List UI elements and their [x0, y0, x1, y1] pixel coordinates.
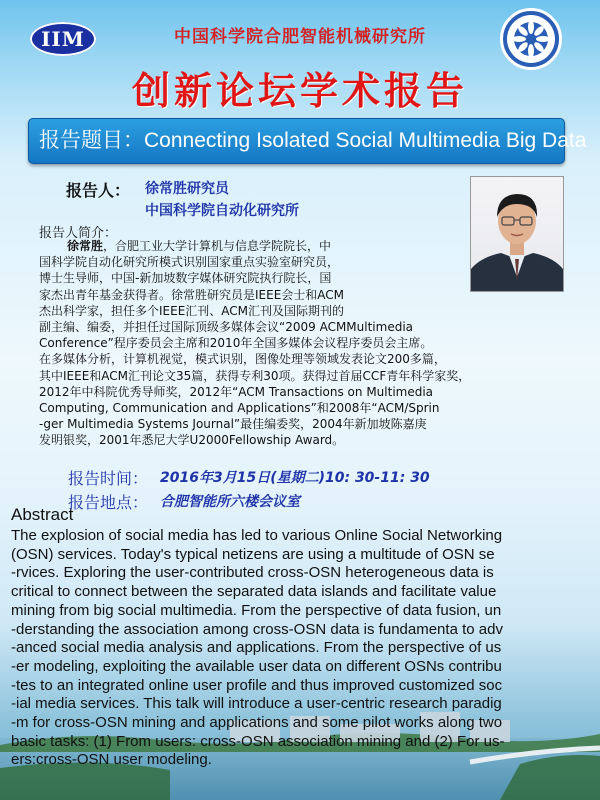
speaker-affiliation: 中国科学院自动化研究所: [145, 203, 299, 219]
iim-logo: IIM: [30, 22, 96, 56]
topic-label: 报告题目：: [39, 129, 144, 152]
time-label: 报告时间：: [68, 469, 149, 488]
forum-title: 创新论坛学术报告: [131, 69, 468, 113]
time-value: 2016年3月15日(星期二)10: 30-11: 30: [160, 470, 430, 486]
institute-name: 中国科学院合肥智能机械研究所: [174, 27, 426, 47]
abstract-heading: Abstract: [11, 505, 74, 524]
topic-title: Connecting Isolated Social Multimedia Big Data: [144, 129, 587, 152]
speaker-name: 徐常胜研究员: [145, 181, 229, 197]
place-value: 合肥智能所六楼会议室: [160, 494, 300, 510]
speaker-bio: [39, 238, 559, 449]
speaker-label: 报告人：: [66, 181, 131, 200]
abstract-body: The explosion of social media has led to various Online Social Networking (OSN) services. Today's typical netizens are using a multitude of OSN se -rvices. Exploring the user-contributed cross-OSN heterogeneous data is critical to connect between the separated data islands and facilitate value mining from big social multimedia. From the perspective of data fusion, un -derstanding the association among cross-OSN data is fundamenta to adv -anced social media analysis and applications. From the perspective of us -er modeling, exploiting the available user data on different OSNs contribu -tes to an integrated online user profile and thus improved customized soc -ial media services. This talk will introduce a user-centric research paradig -m for cross-OSN mining and applications and some pilot works along two basic tasks: (1) From users: cross-OSN association mining and (2) For us- ers:cross-OSN user modeling.: [11, 527, 505, 769]
place-label: 报告地点：: [68, 493, 149, 512]
bio-text: ，合肥工业大学计算机与信息学院院长，中 国科学院自动化研究所模式识别国家重点实验室研究员， 博士生导师，中国-新加坡数字媒体研究院执行院长，国 家杰出青年基金获得者。徐常胜研究员是IEEE会士和ACM 杰出科学家，担任多个IEEE汇刊、ACM汇刊及国际期刊的 副主编、编委，并担任过国际顶级多媒体会议“2009 ACMMultimedia Conference”程序委员会主席和2010年全国多媒体会议程序委员会主席。 在多媒体分析，计算机视觉，模式识别，图像处理等领域发表论文200多篇， 其中IEEE和ACM汇刊论文35篇，获得专利30项。获得过首届CCF青年科学家奖， 2012年中科院优秀导师奖，2012年“ACM Transactions on Multimedia Computing, Communication and Applications”和2008年“ACM/Sprin -ger Multimedia Systems Journal”最佳编委奖，2004年新加坡陈嘉庚 发明银奖，2001年悉尼大学U2000Fellowship Award。: [39, 239, 471, 448]
speaker-intro-label: 报告人简介：: [39, 226, 118, 241]
topic-line: [39, 119, 586, 163]
bio-name: 徐常胜: [67, 239, 104, 253]
topic-banner: [28, 118, 587, 164]
